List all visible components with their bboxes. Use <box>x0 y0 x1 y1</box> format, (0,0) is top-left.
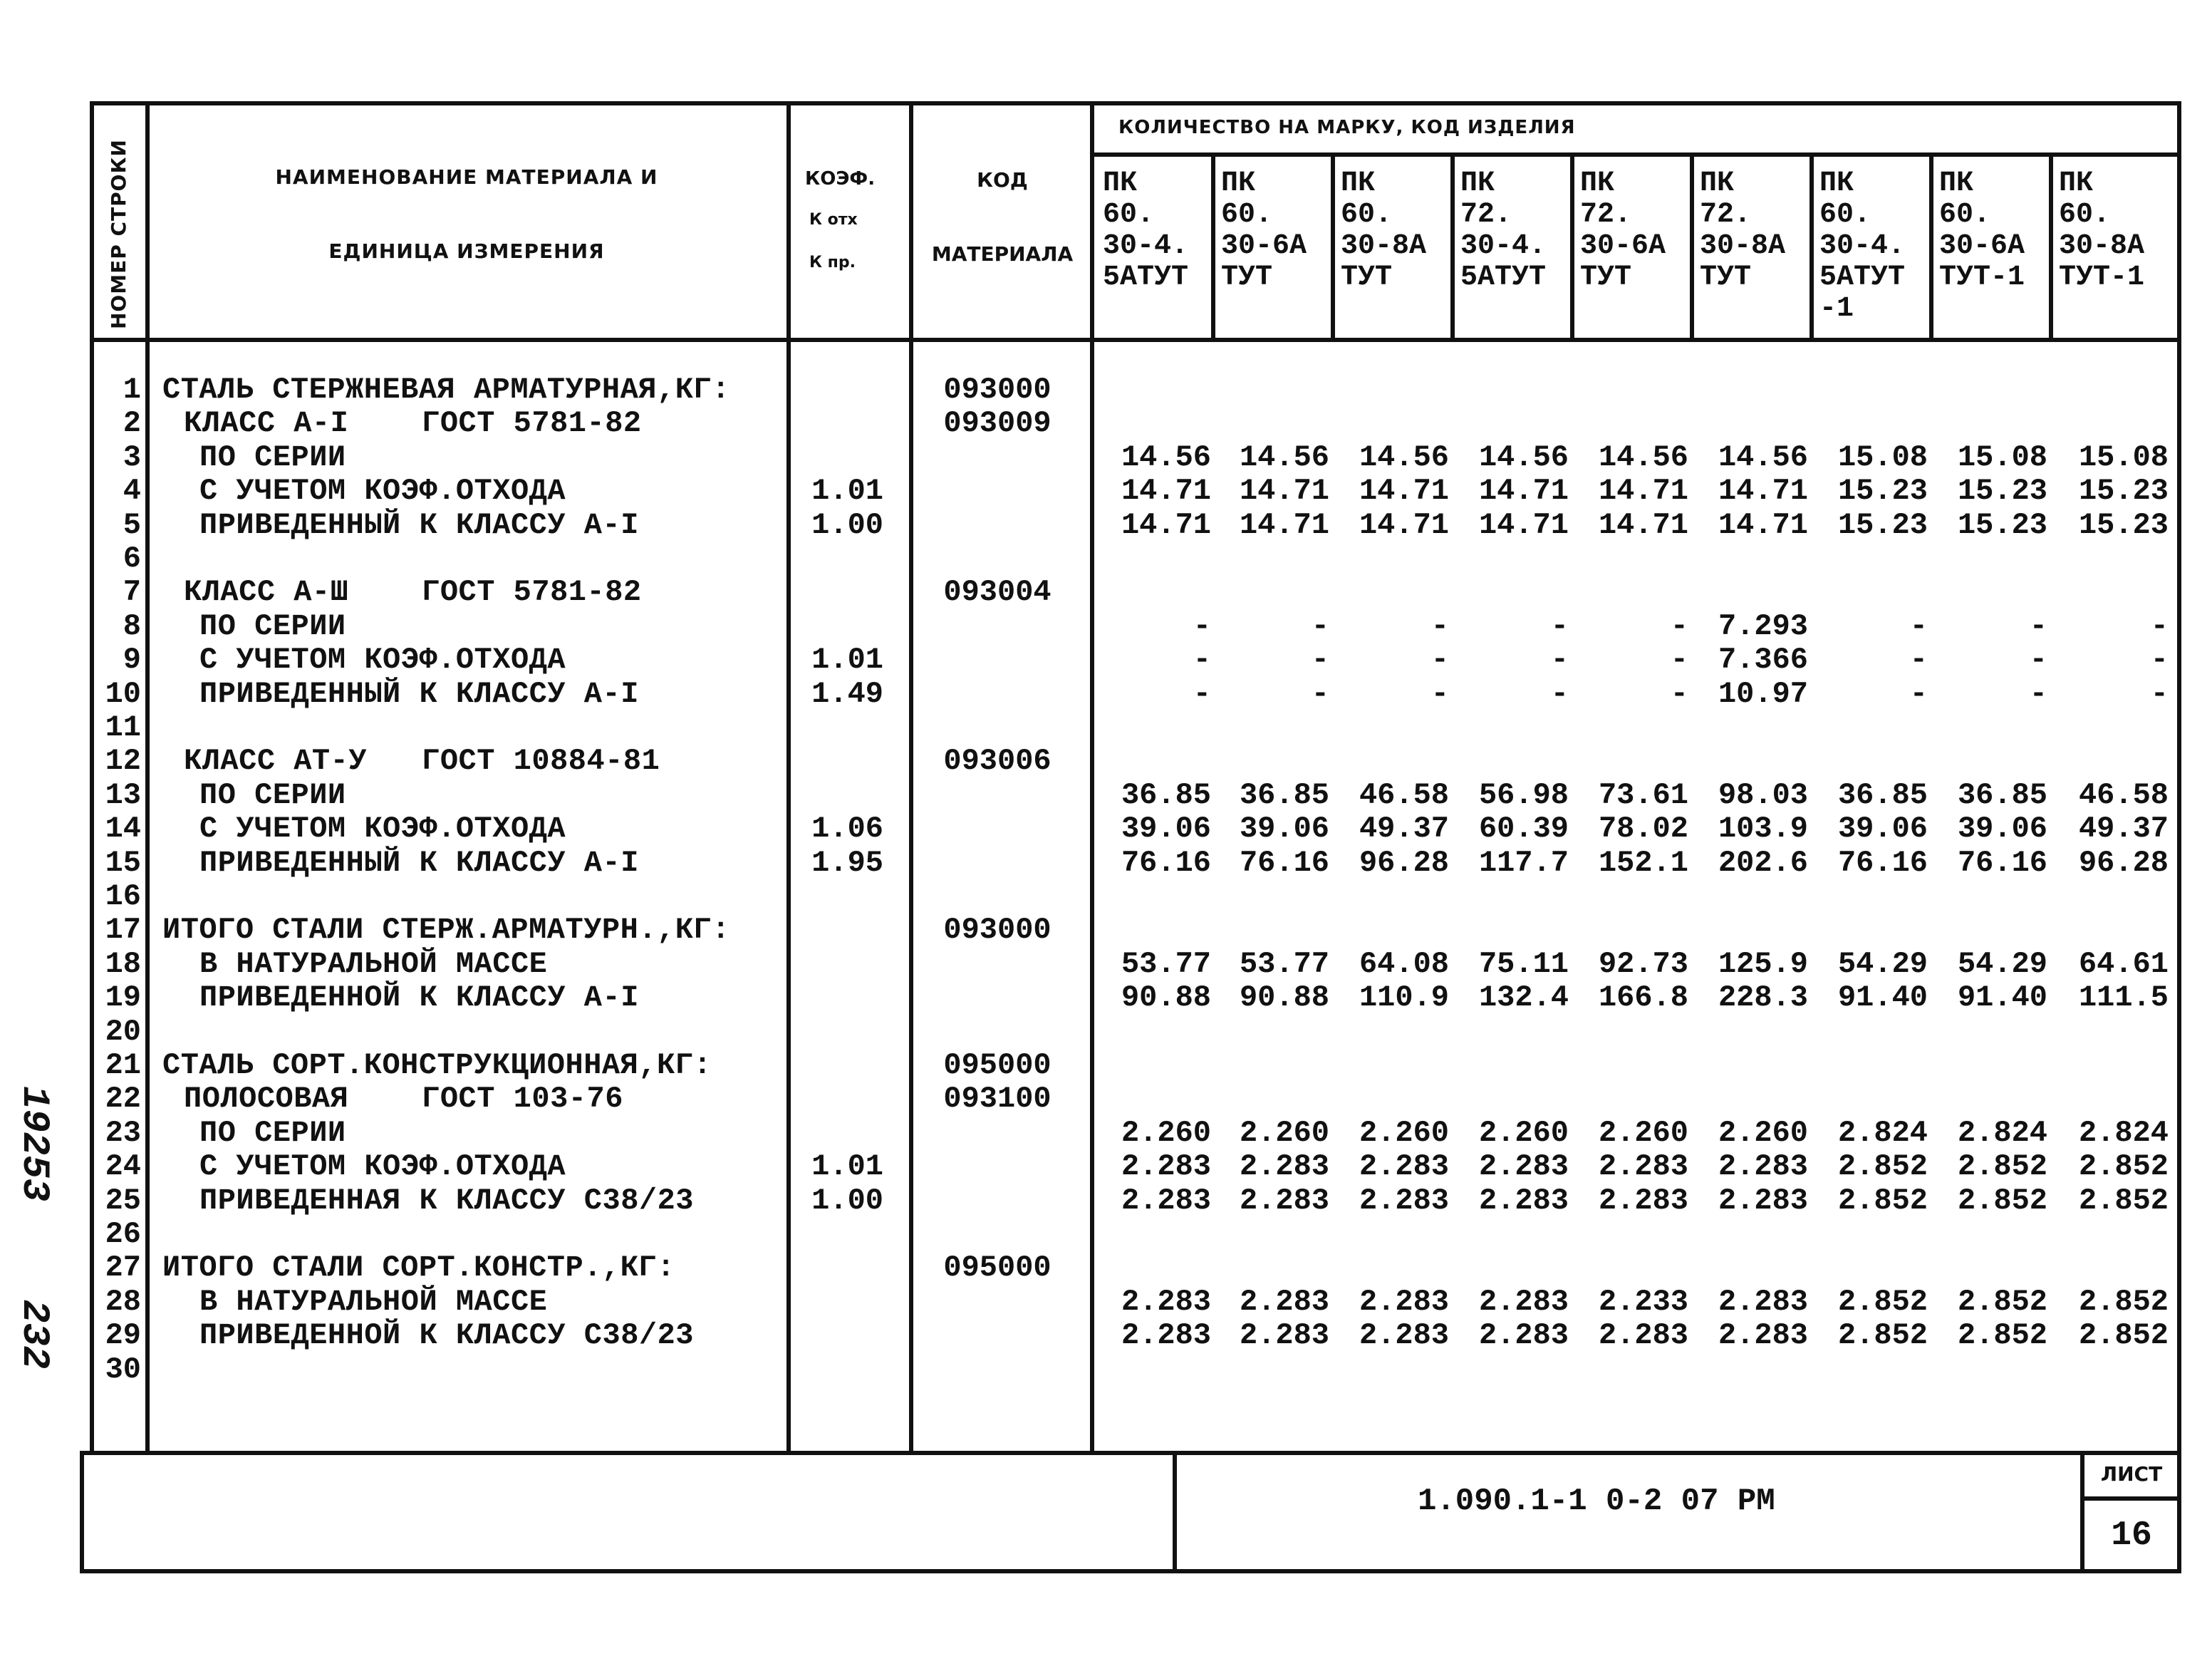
quantity-value: - <box>1430 676 1449 711</box>
product-header-8-l2: 60. <box>1939 199 1991 231</box>
material-name: С УЧЕТОМ КОЭФ.ОТХОДА <box>199 474 566 509</box>
quantity-value: 2.852 <box>1837 1318 1928 1353</box>
quantity-value: - <box>1550 643 1569 678</box>
quantity-value: 166.8 <box>1598 981 1688 1015</box>
quantity-value: 2.852 <box>1957 1183 2047 1218</box>
material-name: С УЧЕТОМ КОЭФ.ОТХОДА <box>199 812 566 847</box>
quantity-value: 14.71 <box>1598 507 1688 542</box>
quantity-value: 2.852 <box>1957 1149 2047 1184</box>
quantity-value: 7.293 <box>1718 609 1808 643</box>
material-name: С УЧЕТОМ КОЭФ.ОТХОДА <box>199 643 566 678</box>
quantity-value: 2.852 <box>1837 1284 1928 1319</box>
sheet-number: 16 <box>2111 1516 2152 1555</box>
quantity-value: 202.6 <box>1718 845 1808 880</box>
quantity-value: 14.71 <box>1598 474 1688 509</box>
margin-page-number: 232 <box>12 1300 56 1370</box>
quantity-value: 2.283 <box>1359 1183 1449 1218</box>
quantity-value: 2.283 <box>1598 1183 1688 1218</box>
product-header-6-l4: ТУТ <box>1700 262 1752 294</box>
row-number: 19 <box>105 981 141 1015</box>
material-name: ИТОГО СТАЛИ СТЕРЖ.АРМАТУРН.,КГ: <box>162 913 730 948</box>
quantity-value: 14.71 <box>1718 507 1808 542</box>
quantity-value: 49.37 <box>1359 812 1449 847</box>
row-number: 8 <box>123 609 141 643</box>
footer-left-line <box>80 1451 84 1573</box>
material-code: 095000 <box>943 1251 1052 1285</box>
footer-sheet-line <box>2080 1496 2181 1501</box>
row-number: 10 <box>105 676 141 711</box>
material-name: КЛАСС А-Ш ГОСТ 5781-82 <box>184 575 642 610</box>
quantity-value: 60.39 <box>1478 812 1569 847</box>
material-name: КЛАСС АТ-У ГОСТ 10884-81 <box>184 744 660 779</box>
row-number: 13 <box>105 777 141 812</box>
quantity-value: 2.283 <box>1121 1318 1211 1353</box>
quantity-value: 15.23 <box>2078 474 2169 509</box>
quantity-value: - <box>2029 676 2047 711</box>
prod-sep-2 <box>1331 155 1335 338</box>
quantity-value: 14.71 <box>1239 474 1329 509</box>
prod-sep-5 <box>1690 155 1694 338</box>
row-number: 6 <box>123 542 141 576</box>
quantity-value: - <box>2150 609 2169 643</box>
quantity-value: 2.283 <box>1239 1284 1329 1319</box>
product-header-8-l1: ПК <box>1939 167 1974 200</box>
footer-sep-main <box>1173 1451 1177 1573</box>
quantity-value: 152.1 <box>1598 845 1688 880</box>
row-number: 25 <box>105 1183 141 1218</box>
quantity-value: 36.85 <box>1957 777 2047 812</box>
material-code: 093000 <box>943 373 1052 407</box>
quantity-value: 56.98 <box>1478 777 1569 812</box>
quantity-value: 76.16 <box>1239 845 1329 880</box>
quantity-value: 15.23 <box>1957 474 2047 509</box>
quantity-value: 14.56 <box>1121 440 1211 475</box>
quantity-value: 54.29 <box>1957 946 2047 981</box>
frame-right-line <box>2177 101 2181 1573</box>
material-code: 093004 <box>943 575 1052 610</box>
name-header-line2: ЕДИНИЦА ИЗМЕРЕНИЯ <box>328 239 605 263</box>
quantity-value: 2.283 <box>1718 1318 1808 1353</box>
prod-sep-3 <box>1450 155 1455 338</box>
material-name: В НАТУРАЛЬНОЙ МАССЕ <box>199 946 548 981</box>
quantity-value: - <box>1550 676 1569 711</box>
row-number: 23 <box>105 1115 141 1150</box>
material-name: В НАТУРАЛЬНОЙ МАССЕ <box>199 1284 548 1319</box>
product-header-3-l4: ТУТ <box>1341 262 1393 294</box>
material-name: ПО СЕРИИ <box>199 609 346 643</box>
quantity-value: 73.61 <box>1598 777 1688 812</box>
quantity-value: 2.283 <box>1718 1284 1808 1319</box>
quantity-value: 2.260 <box>1359 1115 1449 1150</box>
quantity-value: 228.3 <box>1718 981 1808 1015</box>
quantity-value: 2.233 <box>1598 1284 1688 1319</box>
quantity-value: - <box>2150 643 2169 678</box>
quantity-value: 14.71 <box>1478 507 1569 542</box>
quantity-value: 14.71 <box>1121 507 1211 542</box>
row-number: 12 <box>105 744 141 779</box>
quantity-value: 2.283 <box>1598 1318 1688 1353</box>
row-number-header: НОМЕР СТРОКИ <box>107 139 130 329</box>
material-name: ПРИВЕДЕННЫЙ К КЛАССУ А-I <box>199 676 639 711</box>
prod-sep-8 <box>2049 155 2053 338</box>
quantity-value: 39.06 <box>1239 812 1329 847</box>
material-name: ПО СЕРИИ <box>199 1115 346 1150</box>
product-header-4-l1: ПК <box>1460 167 1495 200</box>
quantity-value: 2.260 <box>1478 1115 1569 1150</box>
row-number: 29 <box>105 1318 141 1353</box>
col-sep-coef <box>909 101 913 1455</box>
quantity-value: 2.283 <box>1359 1284 1449 1319</box>
quantity-value: 125.9 <box>1718 946 1808 981</box>
quantity-value: 2.260 <box>1121 1115 1211 1150</box>
quantity-value: 2.260 <box>1598 1115 1688 1150</box>
material-name: С УЧЕТОМ КОЭФ.ОТХОДА <box>199 1149 566 1184</box>
product-header-7-l2: 60. <box>1819 199 1871 231</box>
quantity-value: 2.283 <box>1239 1149 1329 1184</box>
quantity-value: 64.61 <box>2078 946 2169 981</box>
quantity-value: 15.08 <box>1837 440 1928 475</box>
product-header-9-l3: 30-8А <box>2059 230 2145 262</box>
product-header-5-l1: ПК <box>1580 167 1615 200</box>
quantity-value: 14.56 <box>1239 440 1329 475</box>
product-header-6-l1: ПК <box>1700 167 1735 200</box>
product-header-2-l4: ТУТ <box>1221 262 1273 294</box>
quantity-value: - <box>2029 643 2047 678</box>
quantity-value: 15.23 <box>1837 474 1928 509</box>
quantity-value: 78.02 <box>1598 812 1688 847</box>
row-number: 1 <box>123 373 141 407</box>
quantity-value: - <box>2029 609 2047 643</box>
quantity-value: 2.283 <box>1239 1183 1329 1218</box>
product-header-2-l3: 30-6А <box>1221 230 1307 262</box>
product-header-7-l3: 30-4. <box>1819 230 1906 262</box>
quantity-value: 14.71 <box>1239 507 1329 542</box>
row-number: 17 <box>105 913 141 948</box>
prod-sep-4 <box>1570 155 1574 338</box>
material-code: 093000 <box>943 913 1052 948</box>
quantity-header-line <box>1093 152 2181 157</box>
quantity-value: 2.283 <box>1121 1284 1211 1319</box>
product-header-5-l4: ТУТ <box>1580 262 1632 294</box>
quantity-value: 2.824 <box>2078 1115 2169 1150</box>
quantity-value: 2.283 <box>1359 1318 1449 1353</box>
row-number: 27 <box>105 1251 141 1285</box>
quantity-value: 46.58 <box>2078 777 2169 812</box>
material-name: ПРИВЕДЕННЫЙ К КЛАССУ А-I <box>199 845 639 880</box>
row-number: 2 <box>123 406 141 441</box>
row-number: 16 <box>105 879 141 914</box>
header-bottom-line <box>91 338 2181 342</box>
product-header-7-l4: 5АТУТ <box>1819 262 1906 294</box>
row-number: 7 <box>123 575 141 610</box>
row-number: 22 <box>105 1082 141 1117</box>
product-header-2-l1: ПК <box>1221 167 1256 200</box>
quantity-value: 2.283 <box>1718 1183 1808 1218</box>
material-code: 095000 <box>943 1048 1052 1082</box>
quantity-header: КОЛИЧЕСТВО НА МАРКУ, КОД ИЗДЕЛИЯ <box>1118 117 1576 138</box>
product-header-7-l5: -1 <box>1819 293 1854 325</box>
quantity-value: 46.58 <box>1359 777 1449 812</box>
quantity-value: - <box>1430 609 1449 643</box>
quantity-value: - <box>1193 609 1211 643</box>
row-number: 11 <box>105 710 141 745</box>
quantity-value: 91.40 <box>1837 981 1928 1015</box>
product-header-8-l3: 30-6А <box>1939 230 2025 262</box>
quantity-value: 14.56 <box>1478 440 1569 475</box>
product-header-5-l2: 72. <box>1580 199 1632 231</box>
material-name: ПОЛОСОВАЯ ГОСТ 103-76 <box>184 1082 623 1117</box>
quantity-value: 76.16 <box>1121 845 1211 880</box>
quantity-value: 2.283 <box>1598 1149 1688 1184</box>
quantity-value: 39.06 <box>1121 812 1211 847</box>
quantity-value: 2.852 <box>2078 1284 2169 1319</box>
row-number: 28 <box>105 1284 141 1319</box>
quantity-value: 2.283 <box>1478 1149 1569 1184</box>
quantity-value: 76.16 <box>1837 845 1928 880</box>
row-number: 14 <box>105 812 141 847</box>
quantity-value: - <box>1430 643 1449 678</box>
name-header-line1: НАИМЕНОВАНИЕ МАТЕРИАЛА И <box>275 165 658 189</box>
product-header-9-l4: ТУТ-1 <box>2059 262 2145 294</box>
quantity-value: 10.97 <box>1718 676 1808 711</box>
coefficient: 1.01 <box>811 643 883 678</box>
product-header-9-l1: ПК <box>2059 167 2094 200</box>
quantity-value: 14.56 <box>1598 440 1688 475</box>
quantity-value: 2.852 <box>1837 1149 1928 1184</box>
material-name: КЛАСС А-I ГОСТ 5781-82 <box>184 406 642 441</box>
coefficient: 1.49 <box>811 676 883 711</box>
frame-left-line <box>90 101 94 1455</box>
product-header-3-l1: ПК <box>1341 167 1376 200</box>
quantity-value: - <box>1670 609 1688 643</box>
coefficient: 1.00 <box>811 507 883 542</box>
col-sep-rownum <box>145 101 150 1455</box>
quantity-value: 15.08 <box>2078 440 2169 475</box>
archive-number: 19253 <box>12 1086 56 1202</box>
quantity-value: 2.260 <box>1718 1115 1808 1150</box>
quantity-value: 117.7 <box>1478 845 1569 880</box>
prod-sep-1 <box>1211 155 1215 338</box>
quantity-value: - <box>1193 676 1211 711</box>
row-number: 30 <box>105 1352 141 1387</box>
quantity-value: 76.16 <box>1957 845 2047 880</box>
material-name: ПРИВЕДЕННОЙ К КЛАССУ С38/23 <box>199 1318 695 1353</box>
quantity-value: 2.852 <box>1837 1183 1928 1218</box>
row-number: 20 <box>105 1014 141 1049</box>
row-number: 21 <box>105 1048 141 1082</box>
quantity-value: 15.23 <box>1957 507 2047 542</box>
row-number: 9 <box>123 643 141 678</box>
quantity-value: 98.03 <box>1718 777 1808 812</box>
quantity-value: 36.85 <box>1239 777 1329 812</box>
quantity-value: 2.824 <box>1957 1115 2047 1150</box>
material-name: ПО СЕРИИ <box>199 440 346 475</box>
row-number: 18 <box>105 946 141 981</box>
quantity-value: 2.283 <box>1478 1183 1569 1218</box>
quantity-value: 91.40 <box>1957 981 2047 1015</box>
quantity-value: 2.283 <box>1121 1149 1211 1184</box>
quantity-value: 54.29 <box>1837 946 1928 981</box>
sheet-label: ЛИСТ <box>2100 1462 2163 1486</box>
quantity-value: 2.283 <box>1718 1149 1808 1184</box>
quantity-value: 14.56 <box>1359 440 1449 475</box>
coefficient: 1.01 <box>811 1149 883 1184</box>
material-name: ПРИВЕДЕННЫЙ К КЛАССУ А-I <box>199 507 639 542</box>
row-number: 15 <box>105 845 141 880</box>
quantity-value: 96.28 <box>1359 845 1449 880</box>
quantity-value: 110.9 <box>1359 981 1449 1015</box>
quantity-value: 15.08 <box>1957 440 2047 475</box>
quantity-value: 90.88 <box>1239 981 1329 1015</box>
quantity-value: - <box>1909 676 1928 711</box>
quantity-value: 2.260 <box>1239 1115 1329 1150</box>
table-bottom-line <box>81 1451 2181 1455</box>
product-header-1-l1: ПК <box>1103 167 1138 200</box>
product-header-3-l2: 60. <box>1341 199 1393 231</box>
coef-header-line3: К пр. <box>809 254 856 271</box>
quantity-value: - <box>1550 609 1569 643</box>
product-header-6-l2: 72. <box>1700 199 1752 231</box>
row-number: 26 <box>105 1217 141 1251</box>
quantity-value: 2.852 <box>2078 1318 2169 1353</box>
product-header-8-l4: ТУТ-1 <box>1939 262 2025 294</box>
coef-header-line1: КОЭФ. <box>805 168 876 190</box>
quantity-value: 92.73 <box>1598 946 1688 981</box>
material-code: 093006 <box>943 744 1052 779</box>
quantity-value: - <box>1311 676 1329 711</box>
quantity-value: 75.11 <box>1478 946 1569 981</box>
quantity-value: 2.283 <box>1121 1183 1211 1218</box>
quantity-value: 14.71 <box>1359 474 1449 509</box>
quantity-value: 14.71 <box>1478 474 1569 509</box>
material-name: СТАЛЬ СОРТ.КОНСТРУКЦИОННАЯ,КГ: <box>162 1048 712 1082</box>
coef-header-line2: К отх <box>809 211 858 229</box>
row-number: 4 <box>123 474 141 509</box>
quantity-value: 103.9 <box>1718 812 1808 847</box>
quantity-value: 15.23 <box>2078 507 2169 542</box>
product-header-7-l1: ПК <box>1819 167 1854 200</box>
quantity-value: 2.852 <box>2078 1183 2169 1218</box>
quantity-value: 96.28 <box>2078 845 2169 880</box>
quantity-value: - <box>1670 643 1688 678</box>
coefficient: 1.95 <box>811 845 883 880</box>
material-code: 093100 <box>943 1082 1052 1117</box>
code-header-line1: КОД <box>977 168 1028 192</box>
quantity-value: - <box>1670 676 1688 711</box>
product-header-9-l2: 60. <box>2059 199 2111 231</box>
quantity-value: 111.5 <box>2078 981 2169 1015</box>
quantity-value: 2.852 <box>1957 1284 2047 1319</box>
quantity-value: - <box>1193 643 1211 678</box>
coefficient: 1.01 <box>811 474 883 509</box>
document-code: 1.090.1-1 0-2 07 РМ <box>1418 1484 1775 1519</box>
quantity-value: 2.283 <box>1359 1149 1449 1184</box>
col-sep-name <box>786 101 791 1455</box>
quantity-value: 2.283 <box>1478 1284 1569 1319</box>
material-code: 093009 <box>943 406 1052 441</box>
product-header-1-l3: 30-4. <box>1103 230 1189 262</box>
quantity-value: - <box>1909 643 1928 678</box>
quantity-value: 14.71 <box>1121 474 1211 509</box>
quantity-value: 39.06 <box>1837 812 1928 847</box>
quantity-value: 14.56 <box>1718 440 1808 475</box>
quantity-value: 2.283 <box>1478 1318 1569 1353</box>
material-name: ПРИВЕДЕННАЯ К КЛАССУ С38/23 <box>199 1183 695 1218</box>
quantity-value: 53.77 <box>1239 946 1329 981</box>
product-header-1-l4: 5АТУТ <box>1103 262 1189 294</box>
footer-bottom-line <box>81 1569 2181 1573</box>
quantity-value: 2.283 <box>1239 1318 1329 1353</box>
coefficient: 1.00 <box>811 1183 883 1218</box>
row-number: 5 <box>123 507 141 542</box>
material-name: СТАЛЬ СТЕРЖНЕВАЯ АРМАТУРНАЯ,КГ: <box>162 373 730 407</box>
prod-sep-6 <box>1809 155 1814 338</box>
quantity-value: 90.88 <box>1121 981 1211 1015</box>
product-header-4-l2: 72. <box>1460 199 1512 231</box>
quantity-value: 39.06 <box>1957 812 2047 847</box>
quantity-value: 7.366 <box>1718 643 1808 678</box>
quantity-value: 14.71 <box>1718 474 1808 509</box>
quantity-value: 14.71 <box>1359 507 1449 542</box>
row-number: 24 <box>105 1149 141 1184</box>
material-name: ПО СЕРИИ <box>199 777 346 812</box>
material-name: ПРИВЕДЕННОЙ К КЛАССУ А-I <box>199 981 639 1015</box>
product-header-5-l3: 30-6А <box>1580 230 1666 262</box>
quantity-value: 2.824 <box>1837 1115 1928 1150</box>
product-header-6-l3: 30-8А <box>1700 230 1786 262</box>
product-header-1-l2: 60. <box>1103 199 1155 231</box>
prod-sep-7 <box>1929 155 1933 338</box>
frame-top-line <box>91 101 2181 105</box>
row-number: 3 <box>123 440 141 475</box>
footer-sep-sheet <box>2080 1451 2084 1573</box>
quantity-value: 15.23 <box>1837 507 1928 542</box>
quantity-value: 2.852 <box>1957 1318 2047 1353</box>
quantity-value: 132.4 <box>1478 981 1569 1015</box>
coefficient: 1.06 <box>811 812 883 847</box>
quantity-value: 49.37 <box>2078 812 2169 847</box>
code-header-line2: МАТЕРИАЛА <box>931 242 1074 266</box>
quantity-value: 2.852 <box>2078 1149 2169 1184</box>
quantity-value: - <box>1311 609 1329 643</box>
quantity-value: - <box>1311 643 1329 678</box>
product-header-3-l3: 30-8А <box>1341 230 1427 262</box>
quantity-value: - <box>1909 609 1928 643</box>
product-header-4-l3: 30-4. <box>1460 230 1547 262</box>
quantity-value: 36.85 <box>1837 777 1928 812</box>
quantity-value: 53.77 <box>1121 946 1211 981</box>
quantity-value: - <box>2150 676 2169 711</box>
product-header-4-l4: 5АТУТ <box>1460 262 1547 294</box>
quantity-value: 64.08 <box>1359 946 1449 981</box>
material-name: ИТОГО СТАЛИ СОРТ.КОНСТР.,КГ: <box>162 1251 675 1285</box>
product-header-2-l2: 60. <box>1221 199 1273 231</box>
quantity-value: 36.85 <box>1121 777 1211 812</box>
